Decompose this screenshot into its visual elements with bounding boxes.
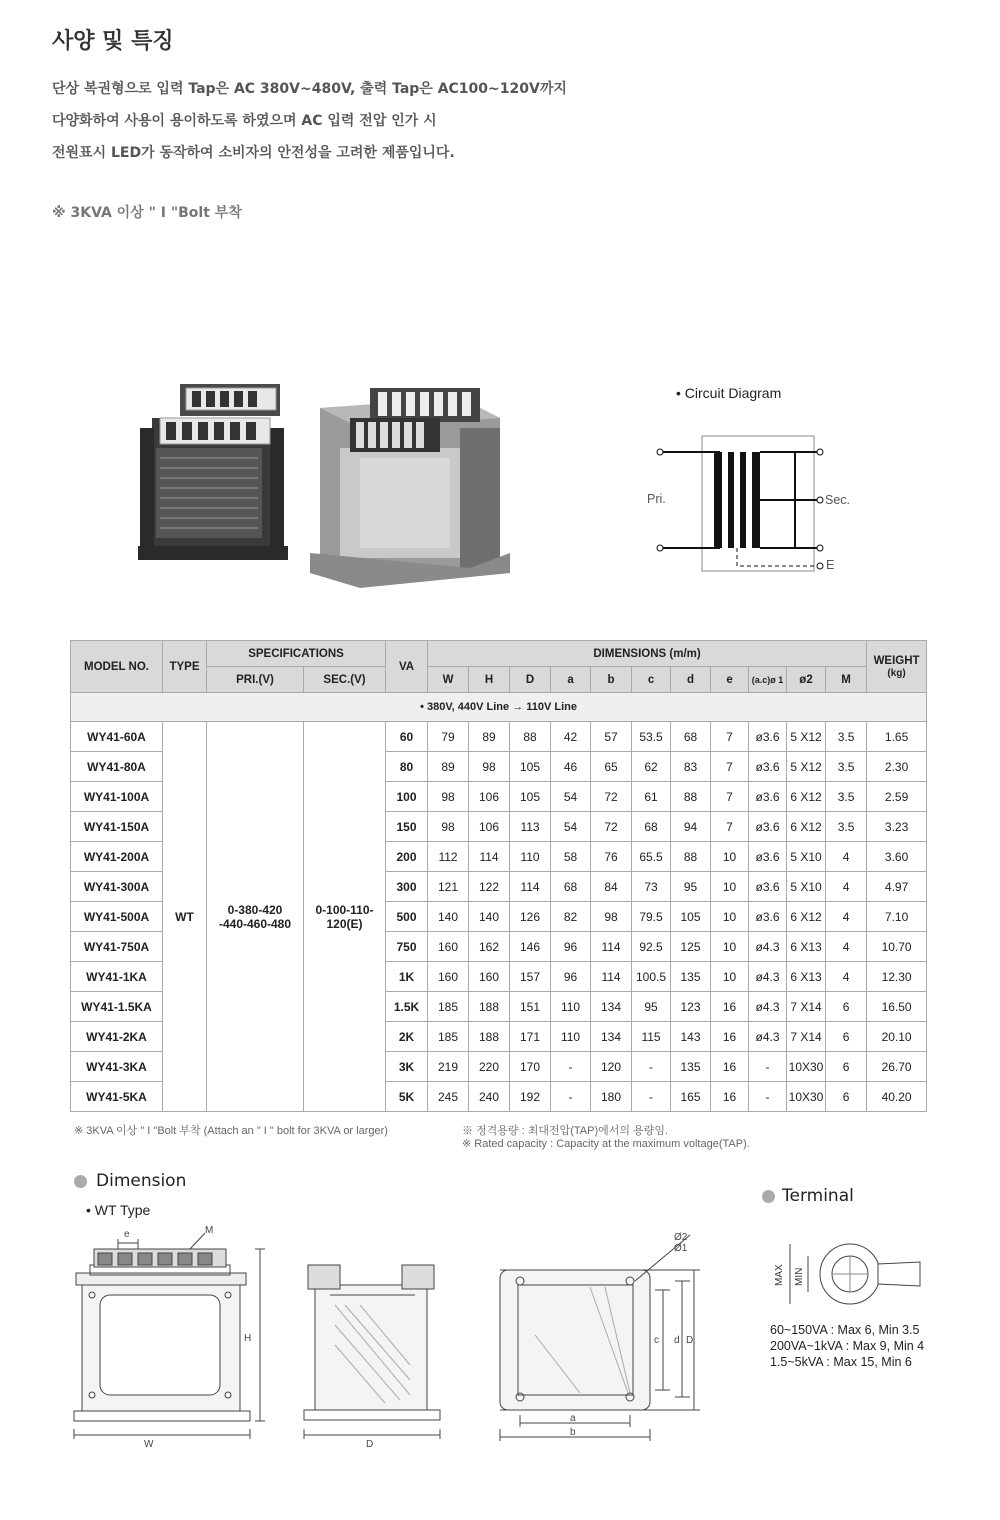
weight-cell: 16.50 [867, 992, 927, 1022]
e-cell: 10 [711, 902, 749, 932]
header-h: H [469, 667, 510, 693]
va-cell: 1.5K [386, 992, 428, 1022]
terminal-drawing [762, 1240, 932, 1310]
dim-label-o1: Ø1 [674, 1243, 688, 1254]
header-ac-o1: (a.c)ø 1 [749, 667, 787, 693]
side-view [304, 1265, 440, 1439]
a-cell: 54 [551, 812, 591, 842]
terminal-spec-1: 60~150VA : Max 6, Min 3.5 [770, 1323, 920, 1337]
header-w: W [428, 667, 469, 693]
pri-value-line: 0-380-420 [227, 902, 283, 917]
b-cell: 72 [591, 812, 632, 842]
b-cell: 57 [591, 722, 632, 752]
dim-label-d-big: D [686, 1335, 694, 1346]
o1-cell: ø3.6 [749, 872, 787, 902]
d-cell: 114 [510, 872, 551, 902]
w-cell: 160 [428, 932, 469, 962]
e-cell: 10 [711, 842, 749, 872]
header-a: a [551, 667, 591, 693]
description-line-2: 다양화하여 사용이 용이하도록 하였으며 AC 입력 전압 인가 시 [52, 113, 437, 129]
model-cell: WY41-3KA [71, 1052, 163, 1082]
d-cell: 157 [510, 962, 551, 992]
description-line-3: 전원표시 LED가 동작하여 소비자의 안전성을 고려한 제품입니다. [52, 145, 455, 161]
c-cell: 79.5 [632, 902, 671, 932]
header-pri: PRI.(V) [207, 667, 304, 693]
b-cell: 72 [591, 782, 632, 812]
header-type: TYPE [163, 641, 207, 693]
earth-line [737, 548, 816, 566]
b-cell: 98 [591, 902, 632, 932]
weight-cell: 26.70 [867, 1052, 927, 1082]
d-small-cell: 83 [671, 752, 711, 782]
weight-cell: 40.20 [867, 1082, 927, 1112]
o2-cell: 5 X10 [787, 842, 826, 872]
o1-cell: ø3.6 [749, 782, 787, 812]
va-cell: 100 [386, 782, 428, 812]
model-cell: WY41-1.5KA [71, 992, 163, 1022]
model-cell: WY41-200A [71, 842, 163, 872]
d-cell: 192 [510, 1082, 551, 1112]
e-cell: 16 [711, 1082, 749, 1112]
a-cell: 96 [551, 932, 591, 962]
a-cell: 54 [551, 782, 591, 812]
footnote-rated-en: ※ Rated capacity : Capacity at the maximum voltage(TAP). [462, 1138, 750, 1150]
a-cell: 42 [551, 722, 591, 752]
c-cell: 61 [632, 782, 671, 812]
header-e: e [711, 667, 749, 693]
d-small-cell: 123 [671, 992, 711, 1022]
o1-cell: ø4.3 [749, 1022, 787, 1052]
pri-label: Pri. [647, 492, 666, 506]
header-va: VA [386, 641, 428, 693]
w-cell: 219 [428, 1052, 469, 1082]
header-weight-label: WEIGHT [873, 654, 920, 667]
b-cell: 134 [591, 992, 632, 1022]
o2-cell: 6 X12 [787, 902, 826, 932]
m-cell: 6 [826, 1052, 867, 1082]
va-cell: 60 [386, 722, 428, 752]
va-cell: 3K [386, 1052, 428, 1082]
dim-label-d-small: d [674, 1335, 680, 1346]
secondary-winding [752, 452, 760, 548]
d-small-cell: 68 [671, 722, 711, 752]
table-row [71, 722, 927, 752]
w-cell: 185 [428, 1022, 469, 1052]
e-cell: 7 [711, 752, 749, 782]
header-b: b [591, 667, 632, 693]
va-cell: 2K [386, 1022, 428, 1052]
pri-value-line: -440-460-480 [218, 916, 292, 931]
e-cell: 10 [711, 962, 749, 992]
dim-label-e: e [124, 1229, 130, 1240]
va-cell: 200 [386, 842, 428, 872]
h-cell: 98 [469, 752, 510, 782]
h-cell: 106 [469, 782, 510, 812]
c-cell: 65.5 [632, 842, 671, 872]
h-cell: 106 [469, 812, 510, 842]
m-cell: 6 [826, 992, 867, 1022]
terminal-min-label: MIN [794, 1267, 805, 1286]
model-cell: WY41-1KA [71, 962, 163, 992]
d-small-cell: 135 [671, 1052, 711, 1082]
o2-cell: 5 X12 [787, 722, 826, 752]
o2-cell: 6 X12 [787, 782, 826, 812]
model-cell: WY41-60A [71, 722, 163, 752]
d-cell: 105 [510, 782, 551, 812]
b-cell: 120 [591, 1052, 632, 1082]
d-cell: 110 [510, 842, 551, 872]
a-cell: 110 [551, 1022, 591, 1052]
o2-cell: 5 X12 [787, 752, 826, 782]
d-small-cell: 165 [671, 1082, 711, 1112]
c-cell: 73 [632, 872, 671, 902]
weight-cell: 2.30 [867, 752, 927, 782]
terminal-bullet [762, 1190, 775, 1203]
c-cell: 100.5 [632, 962, 671, 992]
dim-label-b: b [570, 1427, 576, 1438]
d-small-cell: 105 [671, 902, 711, 932]
h-cell: 162 [469, 932, 510, 962]
h-cell: 89 [469, 722, 510, 752]
b-cell: 84 [591, 872, 632, 902]
d-cell: 170 [510, 1052, 551, 1082]
e-cell: 10 [711, 872, 749, 902]
weight-cell: 10.70 [867, 932, 927, 962]
e-cell: 7 [711, 812, 749, 842]
a-cell: - [551, 1052, 591, 1082]
b-cell: 114 [591, 932, 632, 962]
o1-cell: ø4.3 [749, 962, 787, 992]
d-small-cell: 94 [671, 812, 711, 842]
d-cell: 171 [510, 1022, 551, 1052]
o2-cell: 10X30 [787, 1052, 826, 1082]
dim-label-c: c [654, 1335, 659, 1346]
b-cell: 76 [591, 842, 632, 872]
w-cell: 98 [428, 782, 469, 812]
a-cell: 58 [551, 842, 591, 872]
sec-label: Sec. [825, 493, 851, 507]
w-cell: 185 [428, 992, 469, 1022]
o1-cell: ø3.6 [749, 752, 787, 782]
dimension-title: Dimension [96, 1171, 187, 1191]
d-cell: 151 [510, 992, 551, 1022]
a-cell: 46 [551, 752, 591, 782]
h-cell: 188 [469, 1022, 510, 1052]
h-cell: 160 [469, 962, 510, 992]
d-small-cell: 143 [671, 1022, 711, 1052]
a-cell: 110 [551, 992, 591, 1022]
b-cell: 134 [591, 1022, 632, 1052]
description-line-1: 단상 복권형으로 입력 Tap은 AC 380V~480V, 출력 Tap은 AC100~120V까지 [52, 81, 567, 97]
e-cell: 16 [711, 1022, 749, 1052]
w-cell: 121 [428, 872, 469, 902]
m-cell: 3.5 [826, 722, 867, 752]
terminal-spec-3: 1.5~5kVA : Max 15, Min 6 [770, 1355, 912, 1369]
o1-cell: ø3.6 [749, 812, 787, 842]
model-cell: WY41-5KA [71, 1082, 163, 1112]
core-left [728, 452, 734, 548]
h-cell: 220 [469, 1052, 510, 1082]
o2-cell: 7 X14 [787, 992, 826, 1022]
terminal-title: Terminal [782, 1186, 854, 1206]
m-cell: 3.5 [826, 782, 867, 812]
o2-cell: 6 X13 [787, 932, 826, 962]
b-cell: 180 [591, 1082, 632, 1112]
e-cell: 7 [711, 722, 749, 752]
o1-cell: ø3.6 [749, 902, 787, 932]
weight-cell: 1.65 [867, 722, 927, 752]
footnote-rated-kr: ※ 정격용량 : 최대전압(TAP)에서의 용량임. [462, 1125, 669, 1137]
o1-cell: - [749, 1052, 787, 1082]
o2-cell: 10X30 [787, 1082, 826, 1112]
front-view [74, 1233, 265, 1439]
header-weight-unit: (kg) [887, 667, 906, 679]
c-cell: 92.5 [632, 932, 671, 962]
header-d-small: d [671, 667, 711, 693]
va-cell: 750 [386, 932, 428, 962]
top-view [500, 1235, 700, 1441]
type-cell: WT [163, 722, 207, 1112]
h-cell: 122 [469, 872, 510, 902]
model-cell: WY41-100A [71, 782, 163, 812]
c-cell: 115 [632, 1022, 671, 1052]
m-cell: 3.5 [826, 752, 867, 782]
o2-cell: 7 X14 [787, 1022, 826, 1052]
w-cell: 140 [428, 902, 469, 932]
circuit-diagram-title: • Circuit Diagram [676, 385, 782, 401]
m-cell: 4 [826, 932, 867, 962]
e-cell: 16 [711, 992, 749, 1022]
weight-cell: 20.10 [867, 1022, 927, 1052]
dim-label-m: M [205, 1225, 214, 1236]
va-cell: 1K [386, 962, 428, 992]
a-cell: - [551, 1082, 591, 1112]
o1-cell: ø3.6 [749, 842, 787, 872]
h-cell: 140 [469, 902, 510, 932]
o1-cell: ø3.6 [749, 722, 787, 752]
c-cell: 53.5 [632, 722, 671, 752]
line-note: • 380V, 440V Line → 110V Line [71, 693, 927, 722]
a-cell: 68 [551, 872, 591, 902]
terminal-max-label: MAX [774, 1264, 785, 1286]
o1-cell: ø4.3 [749, 992, 787, 1022]
d-cell: 88 [510, 722, 551, 752]
model-cell: WY41-80A [71, 752, 163, 782]
model-cell: WY41-750A [71, 932, 163, 962]
o2-cell: 6 X13 [787, 962, 826, 992]
m-cell: 4 [826, 902, 867, 932]
d-cell: 105 [510, 752, 551, 782]
weight-cell: 12.30 [867, 962, 927, 992]
weight-cell: 3.60 [867, 842, 927, 872]
model-cell: WY41-300A [71, 872, 163, 902]
header-o2: ø2 [787, 667, 826, 693]
o2-cell: 5 X10 [787, 872, 826, 902]
terminal-spec-2: 200VA~1kVA : Max 9, Min 4 [770, 1339, 925, 1353]
va-cell: 500 [386, 902, 428, 932]
sec-value-line: 120(E) [326, 916, 363, 931]
va-cell: 5K [386, 1082, 428, 1112]
d-small-cell: 125 [671, 932, 711, 962]
o1-cell: - [749, 1082, 787, 1112]
h-cell: 114 [469, 842, 510, 872]
product-photo-large-transformer [310, 388, 510, 588]
weight-cell: 3.23 [867, 812, 927, 842]
d-small-cell: 135 [671, 962, 711, 992]
e-cell: 16 [711, 1052, 749, 1082]
m-cell: 3.5 [826, 812, 867, 842]
d-small-cell: 88 [671, 842, 711, 872]
c-cell: 95 [632, 992, 671, 1022]
d-small-cell: 95 [671, 872, 711, 902]
dimension-bullet [74, 1175, 87, 1188]
c-cell: - [632, 1052, 671, 1082]
d-small-cell: 88 [671, 782, 711, 812]
pri-cell [207, 722, 304, 1112]
product-photo-small-transformer [138, 384, 288, 560]
w-cell: 89 [428, 752, 469, 782]
h-cell: 240 [469, 1082, 510, 1112]
sec-value-line: 0-100-110- [315, 902, 374, 917]
va-cell: 80 [386, 752, 428, 782]
m-cell: 4 [826, 842, 867, 872]
dim-label-a: a [570, 1413, 576, 1424]
o2-cell: 6 X12 [787, 812, 826, 842]
header-d: D [510, 667, 551, 693]
footnote-bolt: ※ 3KVA 이상 " I "Bolt 부착 (Attach an " I " bolt for 3KVA or larger) [74, 1125, 388, 1137]
weight-cell: 4.97 [867, 872, 927, 902]
dimension-subtitle: • WT Type [86, 1202, 151, 1218]
weight-cell: 7.10 [867, 902, 927, 932]
w-cell: 79 [428, 722, 469, 752]
b-cell: 65 [591, 752, 632, 782]
d-cell: 113 [510, 812, 551, 842]
product-photos [130, 378, 530, 588]
bolt-note: ※ 3KVA 이상 " I "Bolt 부착 [52, 205, 242, 221]
m-cell: 6 [826, 1082, 867, 1112]
c-cell: 68 [632, 812, 671, 842]
w-cell: 245 [428, 1082, 469, 1112]
d-cell: 146 [510, 932, 551, 962]
model-cell: WY41-500A [71, 902, 163, 932]
e-cell: 7 [711, 782, 749, 812]
sec-cell [304, 722, 386, 1112]
header-specifications: SPECIFICATIONS [207, 641, 386, 667]
header-dimensions: DIMENSIONS (m/m) [428, 641, 867, 667]
header-model: MODEL NO. [71, 641, 163, 693]
a-cell: 82 [551, 902, 591, 932]
e-label: E [826, 558, 835, 572]
model-cell: WY41-2KA [71, 1022, 163, 1052]
d-cell: 126 [510, 902, 551, 932]
dim-label-d: D [366, 1439, 374, 1450]
e-cell: 10 [711, 932, 749, 962]
b-cell: 114 [591, 962, 632, 992]
a-cell: 96 [551, 962, 591, 992]
dimension-drawings [60, 1225, 760, 1450]
spec-table [70, 640, 927, 1112]
c-cell: - [632, 1082, 671, 1112]
dim-label-w: W [144, 1439, 154, 1450]
dim-label-h: H [244, 1333, 252, 1344]
va-cell: 150 [386, 812, 428, 842]
m-cell: 4 [826, 872, 867, 902]
m-cell: 6 [826, 1022, 867, 1052]
w-cell: 160 [428, 962, 469, 992]
w-cell: 98 [428, 812, 469, 842]
o1-cell: ø4.3 [749, 932, 787, 962]
weight-cell: 2.59 [867, 782, 927, 812]
w-cell: 112 [428, 842, 469, 872]
header-weight [867, 641, 927, 693]
model-cell: WY41-150A [71, 812, 163, 842]
c-cell: 62 [632, 752, 671, 782]
header-c: c [632, 667, 671, 693]
m-cell: 4 [826, 962, 867, 992]
h-cell: 188 [469, 992, 510, 1022]
header-m: M [826, 667, 867, 693]
header-sec: SEC.(V) [304, 667, 386, 693]
page-title: 사양 및 특징 [52, 29, 174, 54]
va-cell: 300 [386, 872, 428, 902]
dim-label-o2: Ø2 [674, 1232, 688, 1243]
primary-winding [714, 452, 722, 548]
core-right [740, 452, 746, 548]
